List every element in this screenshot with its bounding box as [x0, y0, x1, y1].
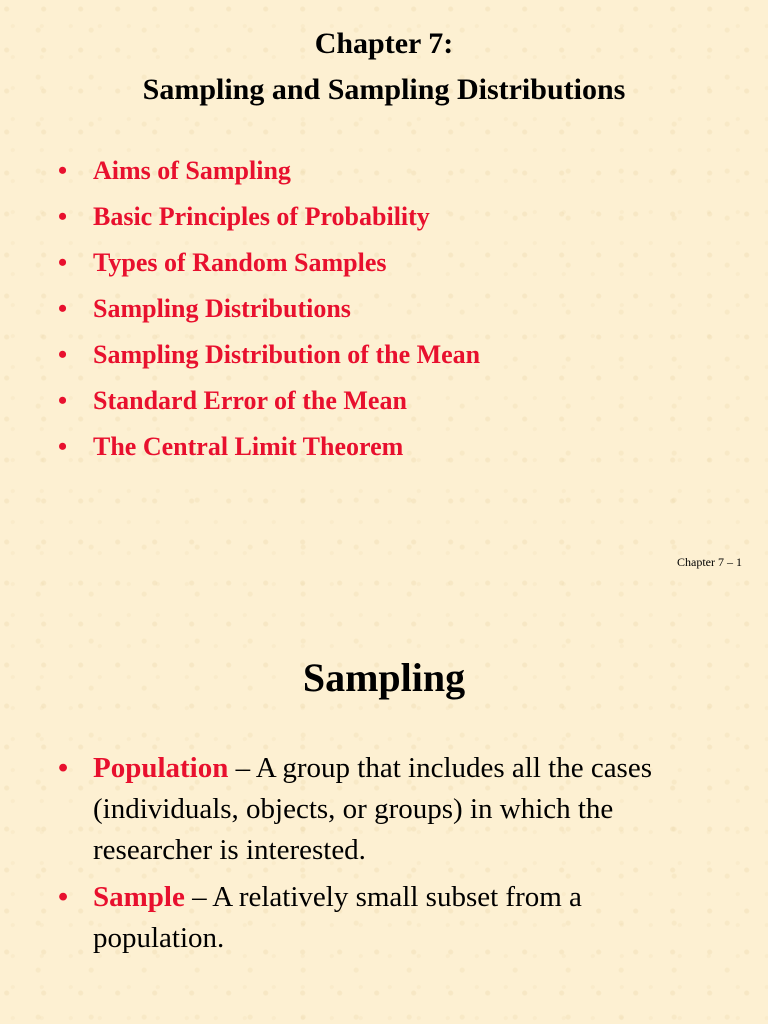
slide-title-line-2: Sampling and Sampling Distributions: [142, 73, 626, 106]
bullet-icon: •: [58, 156, 68, 185]
bullet-icon: •: [58, 881, 69, 913]
bullet-icon: •: [58, 752, 69, 784]
bullet-icon: •: [58, 432, 68, 461]
definition-item-sample: [58, 877, 708, 959]
topic-label: Types of Random Samples: [93, 248, 387, 277]
definition-text: – A relatively small subset from a population.: [93, 881, 582, 954]
definition-item-population: [58, 748, 708, 871]
slide-title: Sampling: [302, 655, 466, 700]
definition-term: Population: [93, 752, 229, 784]
definition-term: Sample: [93, 881, 185, 913]
topic-label: Standard Error of the Mean: [93, 386, 407, 415]
topic-label: Sampling Distributions: [93, 294, 351, 323]
topic-label: Sampling Distribution of the Mean: [93, 340, 481, 369]
topic-label: Basic Principles of Probability: [93, 202, 430, 231]
definition-text: – A group that includes all the cases (individuals, objects, or groups) in which the researcher is interested.: [93, 752, 653, 866]
bullet-icon: •: [58, 386, 68, 415]
bullet-icon: •: [58, 202, 68, 231]
topic-label: The Central Limit Theorem: [93, 432, 404, 461]
slide-number: Chapter 7 – 1: [677, 555, 742, 569]
definition-list: [58, 748, 708, 965]
bullet-icon: •: [58, 294, 68, 323]
bullet-icon: •: [58, 340, 68, 369]
bullet-icon: •: [58, 248, 68, 277]
slide-sampling: [0, 580, 768, 1024]
topic-label: Aims of Sampling: [93, 156, 291, 185]
slide-title-line-1: Chapter 7:: [314, 27, 454, 60]
